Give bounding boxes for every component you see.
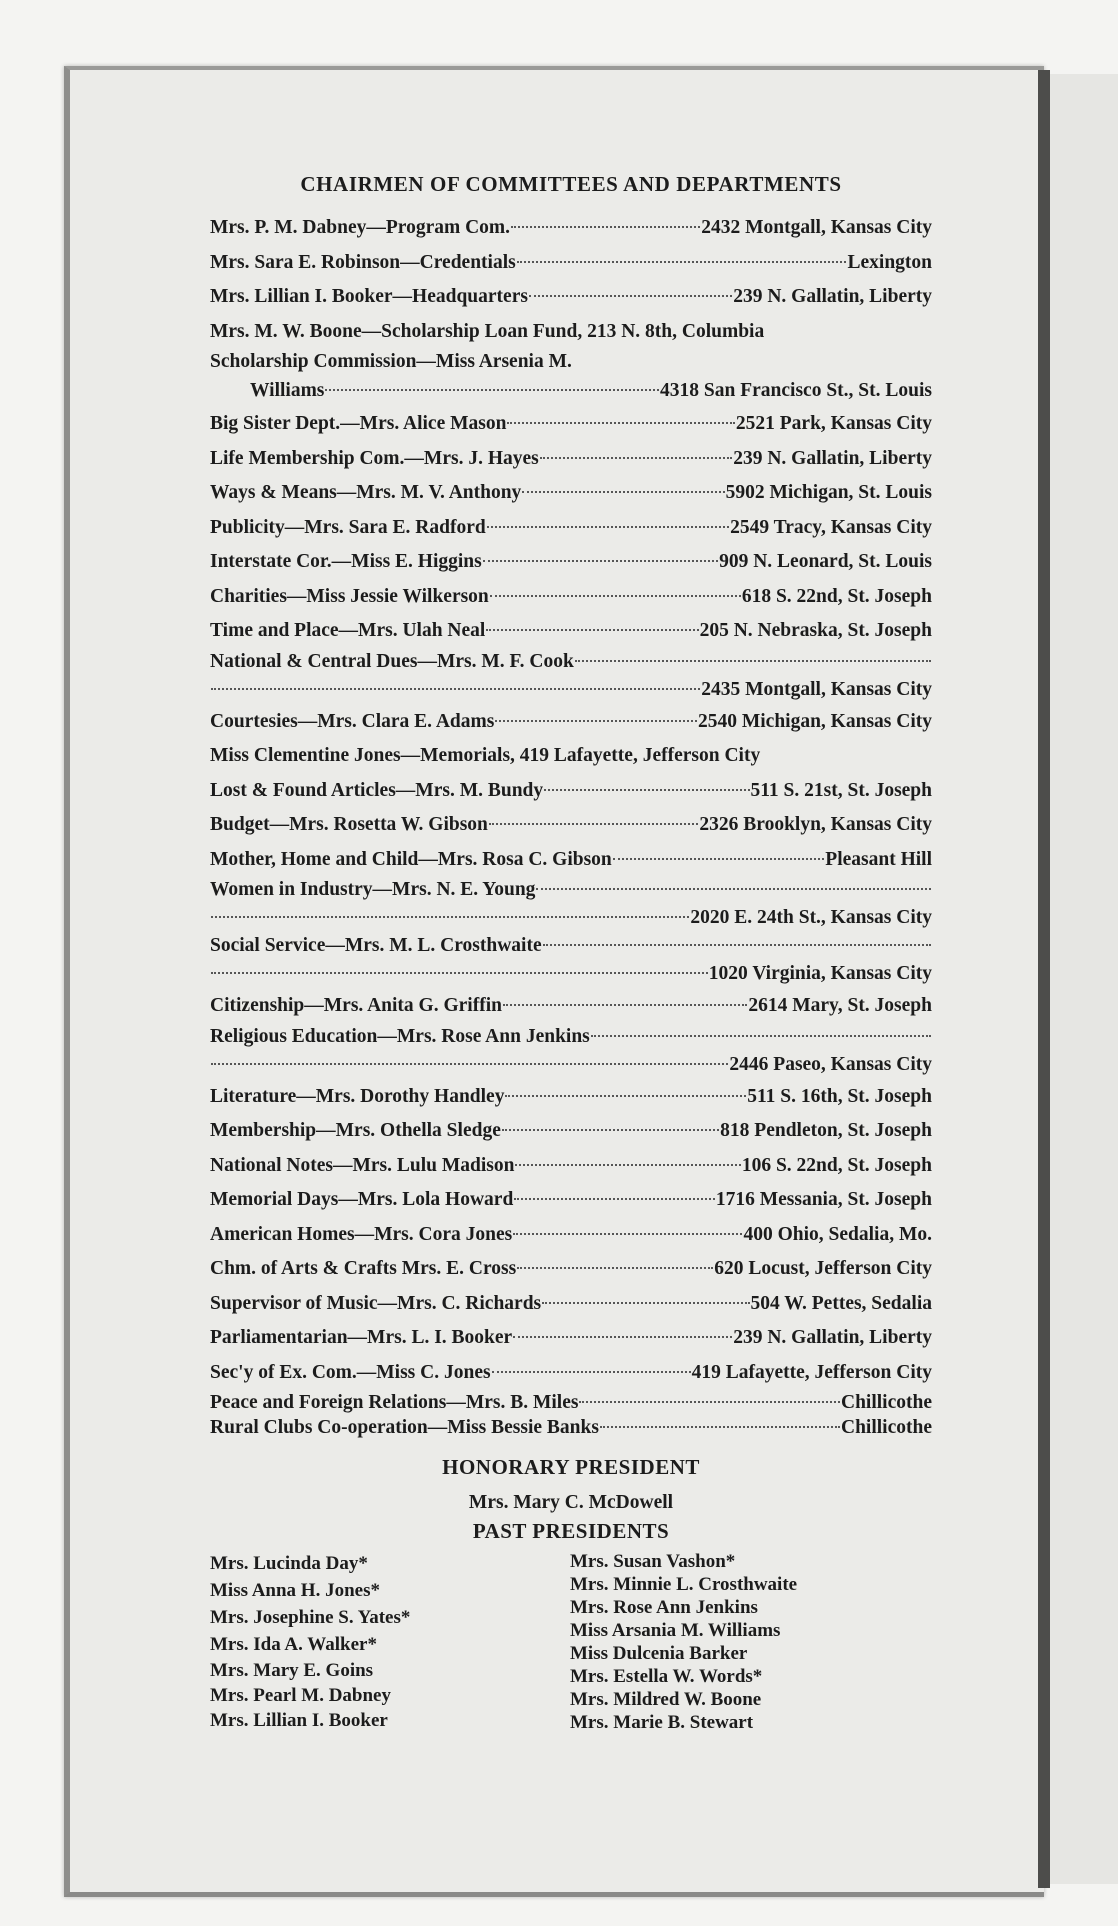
dot-leader [492, 1370, 691, 1373]
dot-leader [325, 388, 659, 391]
past-presidents-heading: PAST PRESIDENTS [472, 1519, 670, 1543]
dot-leader [211, 971, 708, 974]
chairman-row: Sec'y of Ex. Com.—Miss C. Jones 419 Lafayette, Jefferson City [210, 1361, 932, 1383]
chairman-row: Charities—Miss Jessie Wilkerson 618 S. 22nd, St. Joseph [210, 585, 932, 607]
chairman-row: Williams 4318 San Francisco St., St. Louis [250, 380, 932, 401]
chairmen-list [210, 211, 932, 1440]
chairman-row: Mrs. P. M. Dabney—Program Com. 2432 Montgall, Kansas City [210, 217, 932, 238]
chairman-row: Life Membership Com.—Mrs. J. Hayes 239 N. Gallatin, Liberty [210, 447, 932, 469]
dot-leader [489, 822, 698, 825]
chairman-row: 2020 E. 24th St., Kansas City [210, 903, 932, 933]
dot-leader [536, 887, 931, 890]
chairman-row: Time and Place—Mrs. Ulah Neal 205 N. Nebraska, St. Joseph [210, 620, 932, 641]
past-president-name: Mrs. Marie B. Stewart [570, 1712, 754, 1733]
dot-leader [503, 1003, 747, 1006]
chairman-row: Religious Education—Mrs. Rose Ann Jenkins [210, 1024, 932, 1050]
chairman-row: Women in Industry—Mrs. N. E. Young [210, 877, 932, 903]
chairman-row: Memorial Days—Mrs. Lola Howard 1716 Messania, St. Joseph [210, 1189, 932, 1210]
past-president-name: Mrs. Susan Vashon* [570, 1551, 736, 1572]
chairman-row: 1020 Virginia, Kansas City [210, 959, 932, 989]
chairman-row: Literature—Mrs. Dorothy Handley 511 S. 16th, St. Joseph [210, 1085, 932, 1107]
dot-leader [544, 788, 749, 791]
committees-heading: CHAIRMEN OF COMMITTEES AND DEPARTMENTS [300, 172, 842, 196]
chairman-row: Miss Clementine Jones—Memorials, 419 Lafayette, Jefferson City [210, 745, 761, 766]
past-president-name: Miss Dulcenia Barker [570, 1643, 748, 1664]
chairman-row: Scholarship Commission—Miss Arsenia M. [210, 351, 572, 372]
dot-leader [542, 1301, 749, 1304]
past-presidents-list [210, 1550, 932, 1734]
chairman-row: Membership—Mrs. Othella Sledge 818 Pendleton, St. Joseph [210, 1120, 932, 1141]
dot-leader [513, 1232, 742, 1235]
chairman-row: Parliamentarian—Mrs. L. I. Booker 239 N. Gallatin, Liberty [210, 1327, 932, 1348]
chairman-row: Social Service—Mrs. M. L. Crosthwaite [210, 933, 932, 959]
chairman-row: Ways & Means—Mrs. M. V. Anthony 5902 Michigan, St. Louis [210, 482, 932, 503]
dot-leader [514, 1197, 715, 1200]
honorary-president-name: Mrs. Mary C. McDowell [468, 1492, 674, 1513]
dot-leader [487, 525, 729, 528]
chairman-row: 2435 Montgall, Kansas City [210, 675, 932, 705]
dot-leader [517, 260, 847, 263]
chairman-row: Rural Clubs Co-operation—Miss Bessie Banks Chillicothe [210, 1417, 932, 1438]
dot-leader [575, 659, 931, 662]
past-president-name: Mrs. Lucinda Day* [210, 1553, 368, 1574]
dot-leader [495, 719, 697, 722]
dot-leader [522, 490, 724, 493]
page-content [210, 172, 932, 1734]
dot-leader [600, 1425, 840, 1428]
dot-leader [211, 915, 689, 918]
chairman-row: Courtesies—Mrs. Clara E. Adams 2540 Michigan, Kansas City [210, 710, 932, 732]
chairman-row: Peace and Foreign Relations—Mrs. B. Miles Chillicothe [210, 1392, 932, 1413]
chairman-row: Budget—Mrs. Rosetta W. Gibson 2326 Brooklyn, Kansas City [210, 814, 932, 835]
chairman-row: American Homes—Mrs. Cora Jones 400 Ohio, Sedalia, Mo. [210, 1223, 932, 1245]
chairman-row: Mrs. Lillian I. Booker—Headquarters 239 N. Gallatin, Liberty [210, 286, 932, 307]
dot-leader [486, 628, 698, 631]
dot-leader [502, 1128, 719, 1131]
past-president-name: Mrs. Mildred W. Boone [570, 1689, 762, 1710]
past-president-name: Mrs. Josephine S. Yates* [210, 1607, 411, 1628]
chairman-row: Supervisor of Music—Mrs. C. Richards 504 W. Pettes, Sedalia [210, 1292, 932, 1314]
past-presidents-right-column [570, 1550, 932, 1734]
dot-leader [483, 559, 718, 562]
honorary-president-heading: HONORARY PRESIDENT [442, 1455, 700, 1479]
dot-leader [543, 943, 931, 946]
dot-leader [511, 225, 700, 228]
chairman-row: National Notes—Mrs. Lulu Madison 106 S. 22nd, St. Joseph [210, 1154, 932, 1176]
dot-leader [513, 1335, 732, 1338]
past-president-name: Mrs. Minnie L. Crosthwaite [570, 1574, 798, 1595]
past-president-name: Miss Anna H. Jones* [210, 1580, 380, 1601]
past-president-name: Mrs. Lillian I. Booker [210, 1710, 388, 1731]
page-binding-edge [1038, 70, 1050, 1888]
chairman-row: Citizenship—Mrs. Anita G. Griffin 2614 Mary, St. Joseph [210, 995, 932, 1016]
dot-leader [613, 857, 825, 860]
dot-leader [529, 294, 732, 297]
dot-leader [490, 594, 741, 597]
dot-leader [579, 1400, 840, 1403]
chairman-row: Mrs. M. W. Boone—Scholarship Loan Fund, 213 N. 8th, Columbia [210, 320, 765, 342]
dot-leader [591, 1034, 931, 1037]
dot-leader [211, 1062, 728, 1065]
chairman-row: National & Central Dues—Mrs. M. F. Cook [210, 649, 932, 675]
chairman-row: Lost & Found Articles—Mrs. M. Bundy 511 S. 21st, St. Joseph [210, 779, 932, 801]
dot-leader [515, 1163, 740, 1166]
chairman-row: Mother, Home and Child—Mrs. Rosa C. Gibson Pleasant Hill [210, 848, 932, 870]
dot-leader [517, 1266, 713, 1269]
past-president-name: Mrs. Mary E. Goins [210, 1660, 374, 1681]
dot-leader [211, 687, 700, 690]
dot-leader [507, 421, 734, 424]
chairman-row: Publicity—Mrs. Sara E. Radford 2549 Tracy, Kansas City [210, 516, 932, 538]
adjacent-page-edge [1050, 74, 1118, 1884]
chairman-row: Interstate Cor.—Miss E. Higgins 909 N. Leonard, St. Louis [210, 551, 932, 572]
chairman-row: Mrs. Sara E. Robinson—Credentials Lexington [210, 251, 932, 273]
past-president-name: Mrs. Pearl M. Dabney [210, 1685, 391, 1706]
past-president-name: Mrs. Ida A. Walker* [210, 1634, 377, 1655]
past-president-name: Miss Arsania M. Williams [570, 1620, 781, 1641]
past-president-name: Mrs. Estella W. Words* [570, 1666, 763, 1687]
dot-leader [540, 456, 732, 459]
past-presidents-left-column [210, 1550, 570, 1734]
chairman-row: Chm. of Arts & Crafts Mrs. E. Cross 620 Locust, Jefferson City [210, 1258, 932, 1279]
chairman-row: 2446 Paseo, Kansas City [210, 1050, 932, 1080]
dot-leader [505, 1094, 746, 1097]
chairman-row: Big Sister Dept.—Mrs. Alice Mason 2521 Park, Kansas City [210, 413, 932, 434]
past-president-name: Mrs. Rose Ann Jenkins [570, 1597, 758, 1618]
